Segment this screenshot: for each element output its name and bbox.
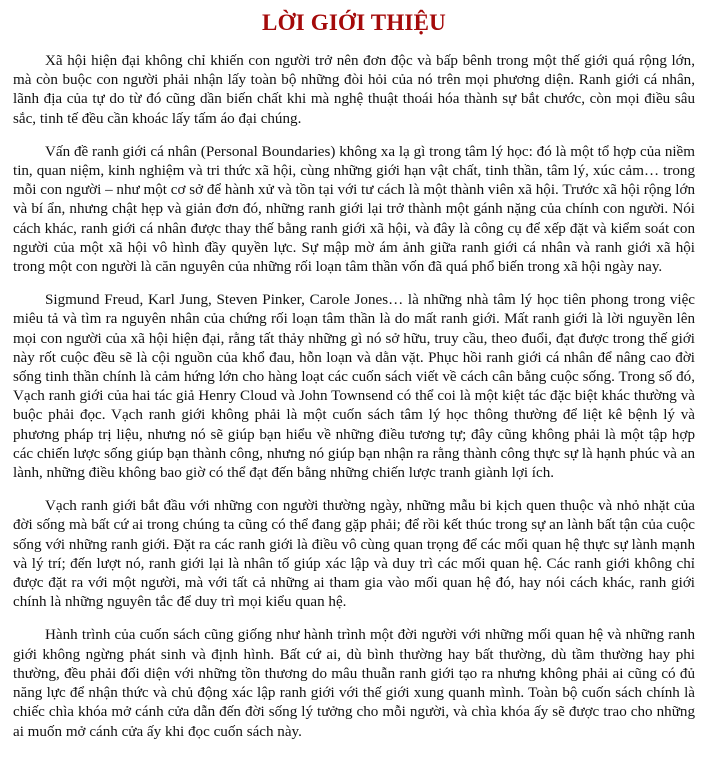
paragraph-1: Xã hội hiện đại không chỉ khiến con người trở nên đơn độc và bấp bênh trong một thế giới quá rộng lớn, mà còn buộc con người phải nhận lấy toàn bộ những đòi hỏi của nó trên mọi phương diện. Ranh giới cá nhân, lãnh địa của tự do từ đó cũng dần biến chất khi mà nghệ thuật thoái hóa thành sự bắt chước, còn mọi điều sâu sắc, tinh tế đều cần khoác lấy tấm áo đại chúng. xyxy=(13,53,695,127)
paragraph-5: Hành trình của cuốn sách cũng giống như hành trình một đời người với những mối quan hệ và những ranh giới không ngừng phát sinh và định hình. Bất cứ ai, dù bình thường hay bất thường, dù tầm thường hay phi thường, đều phải đối diện với những tồn thương do mâu thuẫn ranh giới tạo ra nhưng không phải ai cũng có đủ năng lực để nhận thức và chủ động xác lập ranh giới với thế giới xung quanh mình. Toàn bộ cuốn sách chính là chiếc chìa khóa mở cánh cửa dẫn đến đời sống lý tưởng cho mỗi người, và chìa khóa ấy sẽ được trao cho những ai muốn mở cánh cửa ấy khi đọc cuốn sách này. xyxy=(13,627,695,740)
paragraph-3: Sigmund Freud, Karl Jung, Steven Pinker, Carole Jones… là những nhà tâm lý học tiên phong trong việc miêu tả và tìm ra nguyên nhân của chứng rối loạn tâm thần là do mất ranh giới. Mất ranh giới là lời nguyền lên mọi con người của xã hội hiện đại, rằng tất thảy những gì nó sở hữu, truy cầu, theo đuổi, đạt được trong thế giới này rốt cuộc đều sẽ là cội nguồn của khổ đau, hỗn loạn và dằn vặt. Phục hồi ranh giới cá nhân để nâng cao đời sống tinh thần chính là cảm hứng lớn cho hàng loạt các cuốn sách viết về cách cân bằng cuộc sống. Trong số đó, Vạch ranh giới của hai tác giả Henry Cloud và John Townsend có thể coi là một kiệt tác đặc biệt khác thường và buộc phải đọc. Vạch ranh giới không phải là một cuốn sách tâm lý học thông thường để liệt kê bệnh lý và phương pháp trị liệu, nhưng nó sẽ giúp bạn hiểu về những điều tương tự; đây cũng không phải là một tập hợp các chiến lược sống giúp bạn thành công, nhưng nó giúp bạn nhận ra rằng thành công thực sự là hạnh phúc và an lành, những điều không bao giờ có thể đạt đến bằng những chiến lược tranh giành lợi ích. xyxy=(13,292,696,482)
paragraph-2: Vấn đề ranh giới cá nhân (Personal Boundaries) không xa lạ gì trong tâm lý học: đó là một tổ hợp của niềm tin, quan niệm, kinh nghiệm và tri thức xã hội, cùng những giới hạn vật chất, tinh thần, tâm lý, xúc cảm… trong mỗi con người – như một cơ sở để hành xử và tồn tại với tư cách là một thành viên xã hội. Trước xã hội rộng lớn và bí ẩn, nhưng chật hẹp và giản đơn đó, những ranh giới lại trở thành một gánh nặng của chính con người. Nói cách khác, ranh giới cá nhân được thay thế bằng ranh giới xã hội, và đây là công cụ để xếp đặt và kiểm soát con người của một xã hội vô hình đầy quyền lực. Sự mập mờ ám ảnh giữa ranh giới cá nhân và ranh giới xã hội trong một con người là căn nguyên của những rối loạn tâm thần vốn đã quá phổ biến trong xã hội ngày nay. xyxy=(13,143,695,276)
page-title: LỜI GIỚI THIỆU xyxy=(262,10,446,35)
paragraph-4: Vạch ranh giới bắt đầu với những con người thường ngày, những mẫu bi kịch quen thuộc và nhỏ nhặt của đời sống mà bất cứ ai trong chúng ta cũng có thể đang gặp phải; để rồi kết thúc trong sự an lành bất tận của cuộc sống với những ranh giới. Đặt ra các ranh giới là điều vô cùng quan trọng để các mối quan hệ thực sự lành mạnh và lý trí; đến lượt nó, ranh giới lại là nhân tố giúp xác lập và duy trì các mối quan hệ. Các ranh giới không chỉ được đặt ra với một người, mà với tất cả những ai tham gia vào mối quan hệ đó, hay nói cách khác, ranh giới chính là những nguyên tắc để duy trì mọi kiểu quan hệ. xyxy=(13,498,695,611)
